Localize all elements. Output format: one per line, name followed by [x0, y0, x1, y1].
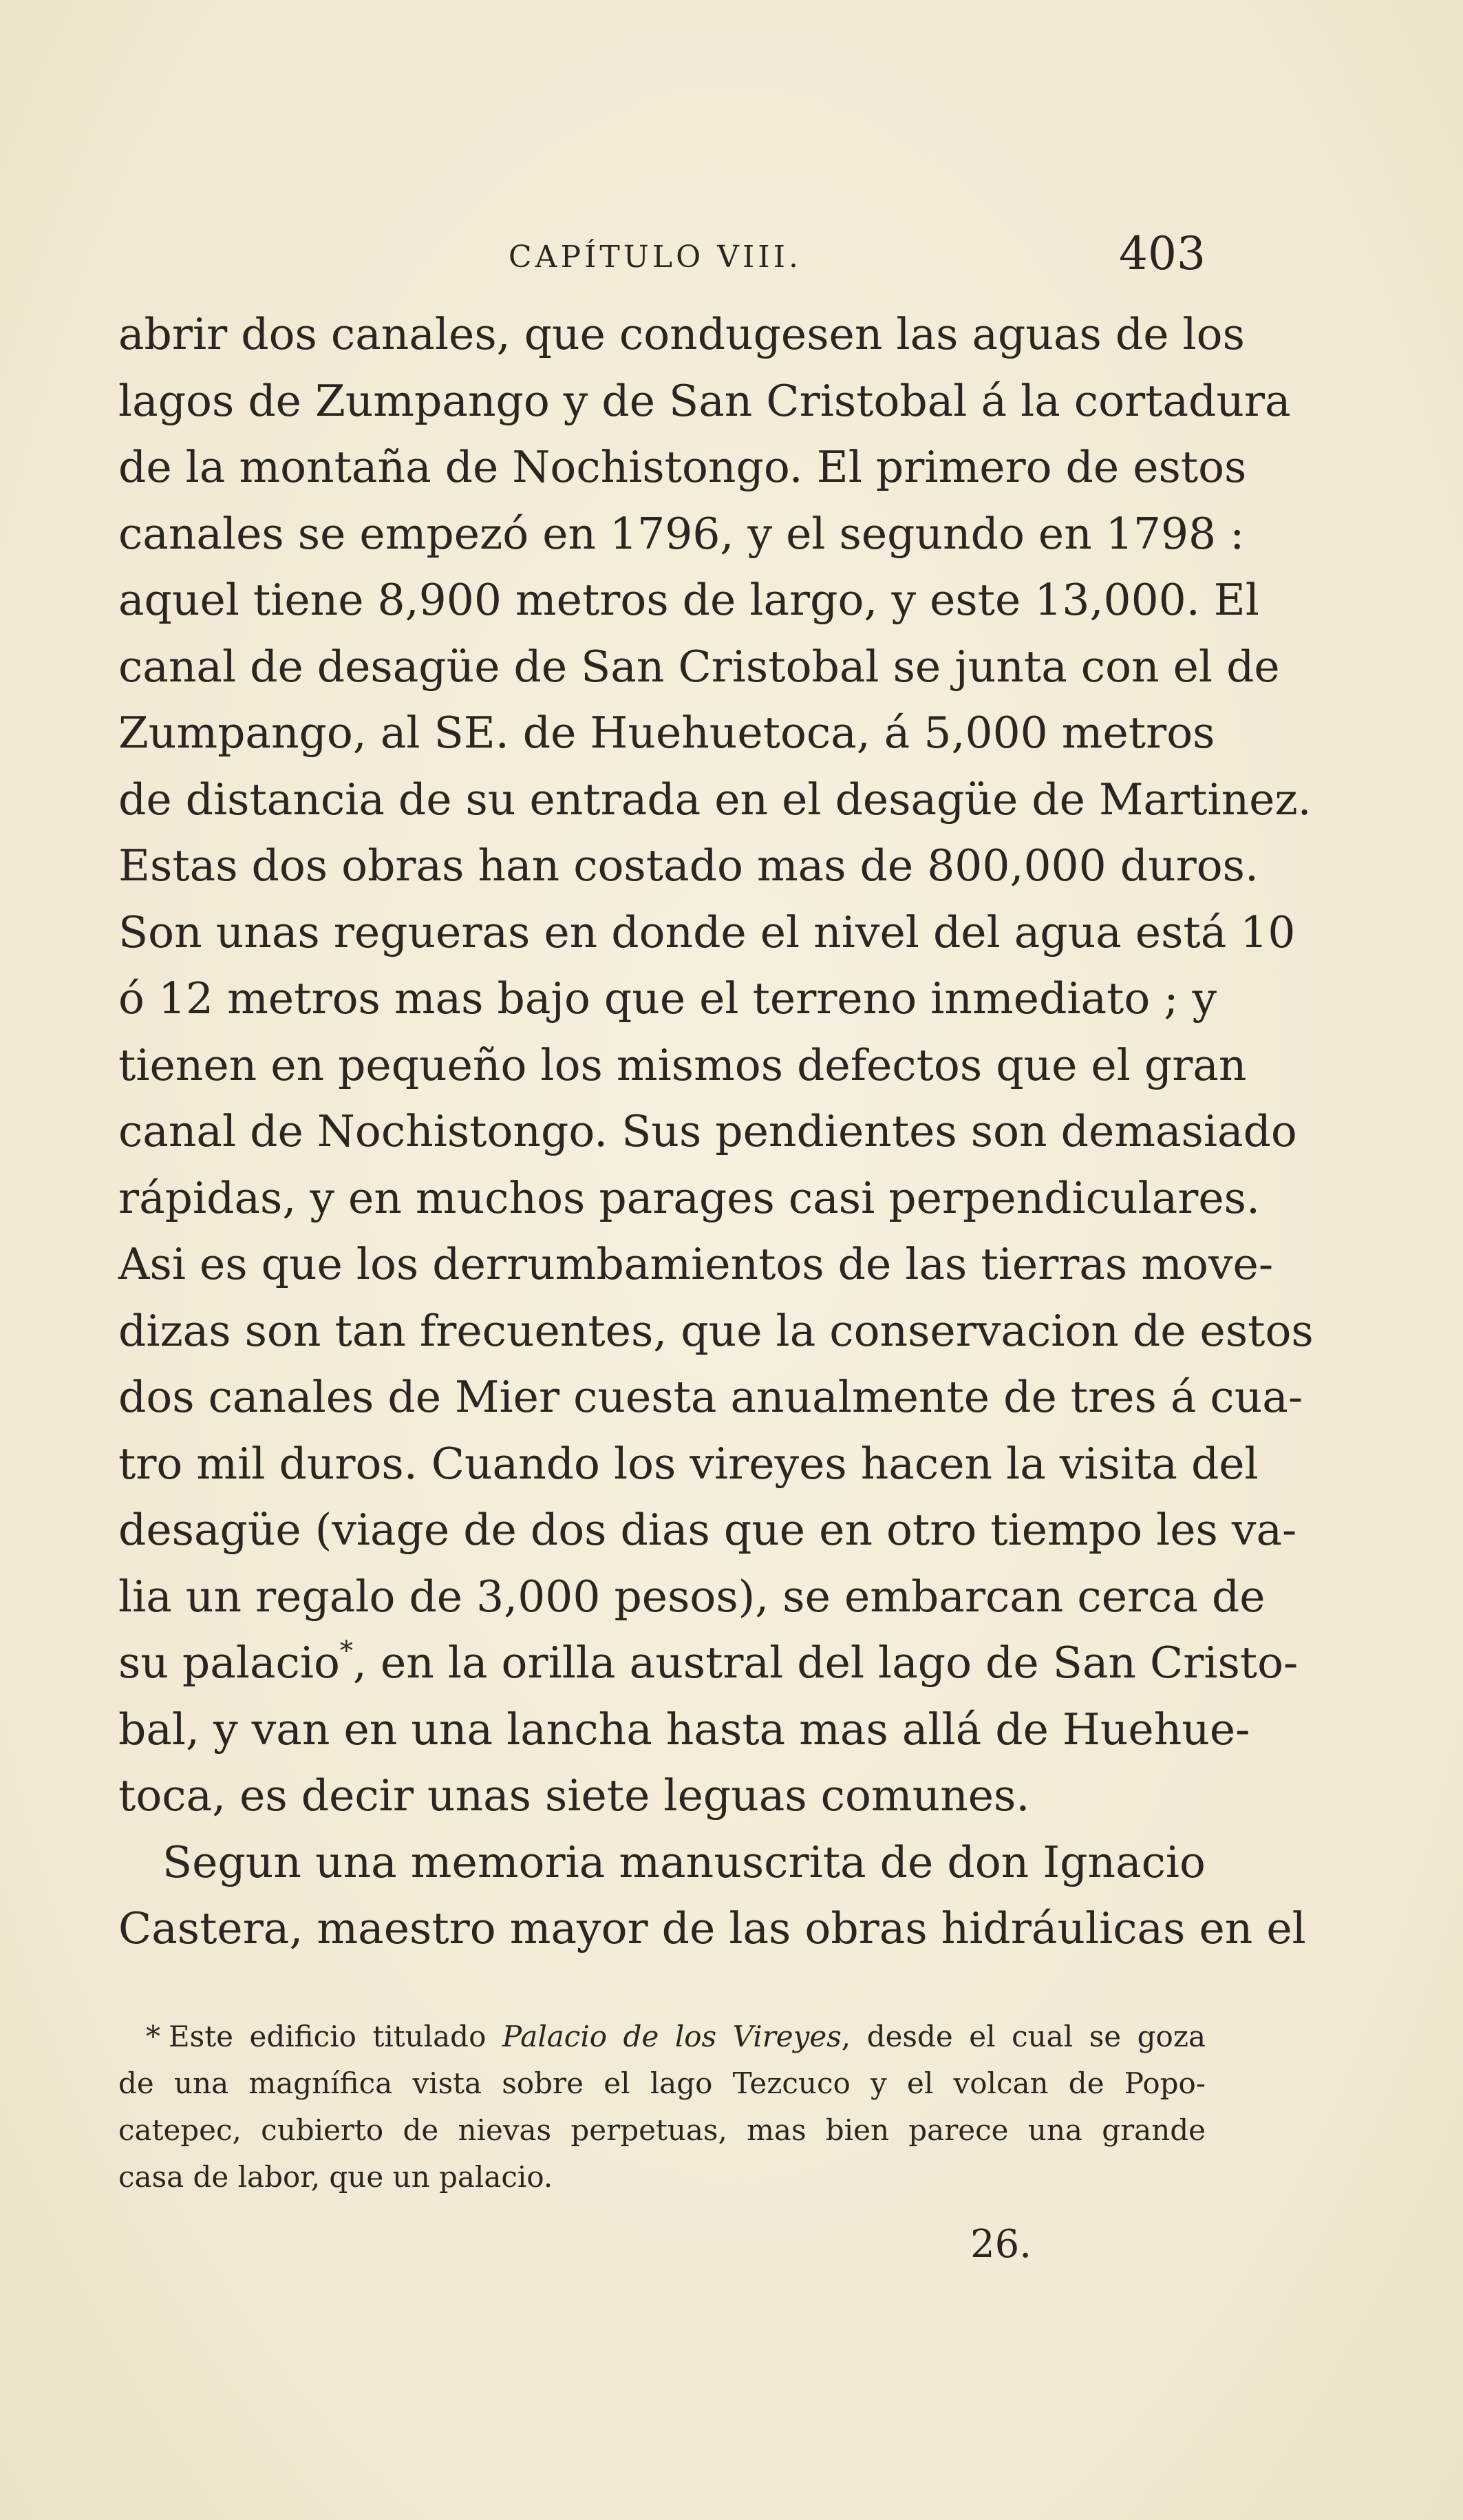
text-line: dos canales de Mier cuesta anualmente de tres á cua-: [118, 1372, 1303, 1422]
text-line: aquel tiene 8,900 metros de largo, y este 13,000. El: [118, 575, 1259, 625]
text-line: Estas dos obras han costado mas de 800,000 duros.: [118, 840, 1259, 891]
footnote-line: catepec, cubierto de nievas perpetuas, mas bien parece una grande: [118, 2113, 1206, 2147]
note-line-before: su palacio: [118, 1638, 340, 1688]
paragraph-end-line: toca, es decir unas siete leguas comunes.: [118, 1770, 1030, 1821]
text-line: Castera, maestro mayor de las obras hidráulicas en el: [118, 1903, 1306, 1953]
text-line: rápidas, y en muchos parages casi perpendiculares.: [118, 1172, 1260, 1223]
footnote-first-line: [118, 2013, 1206, 2060]
text-line: canales se empezó en 1796, y el segundo en 1798 :: [118, 508, 1245, 559]
footnote-line: de una magnífica vista sobre el lago Tezcuco y el volcan de Popo-: [118, 2066, 1206, 2100]
footnote-mark: *: [146, 2020, 160, 2053]
signature-mark: 26.: [970, 2222, 1032, 2267]
text-line: canal de desagüe de San Cristobal se junta con el de: [118, 641, 1280, 692]
text-line: Zumpango, al SE. de Huehuetoca, á 5,000 metros: [118, 708, 1215, 758]
text-line: Segun una memoria manuscrita de don Ignacio: [162, 1836, 1206, 1887]
footnote-reference-mark[interactable]: *: [339, 1635, 353, 1666]
text-line: Asi es que los derrumbamientos de las tierras move-: [118, 1239, 1274, 1289]
text-line: lia un regalo de 3,000 pesos), se embarcan cerca de: [118, 1571, 1266, 1622]
text-line: desagüe (viage de dos dias que en otro tiempo les va-: [118, 1505, 1297, 1555]
text-line-with-note: [118, 1630, 1299, 1697]
text-line: Son unas regueras en donde el nivel del agua está 10: [118, 907, 1296, 957]
text-line: tienen en pequeño los mismos defectos que el gran: [118, 1039, 1247, 1090]
footnote-title: Palacio de los Vireyes: [502, 2020, 842, 2053]
text-line: bal, y van en una lancha hasta mas allá de Huehue-: [118, 1704, 1250, 1755]
footnote-line: casa de labor, que un palacio.: [118, 2160, 553, 2194]
text-line: lagos de Zumpango y de San Cristobal á la cortadura: [118, 375, 1291, 426]
page-number: 403: [1119, 227, 1206, 280]
note-line-after: , en la orilla austral del lago de San Cristo-: [352, 1638, 1299, 1688]
text-line: abrir dos canales, que condugesen las aguas de los: [118, 309, 1245, 359]
body-text: [118, 301, 1314, 1962]
running-head: CAPÍTULO VIII.: [509, 240, 802, 275]
footnote: [118, 2013, 1206, 2201]
footnote-rest: , desde el cual se goza: [841, 2020, 1206, 2053]
text-line: tro mil duros. Cuando los vireyes hacen la visita del: [118, 1438, 1259, 1489]
footnote-intro: Este edificio titulado: [169, 2020, 502, 2053]
text-line: ó 12 metros mas bajo que el terreno inmediato ; y: [118, 973, 1217, 1024]
text-line: de la montaña de Nochistongo. El primero de estos: [118, 442, 1247, 492]
page-header: [118, 227, 1206, 289]
text-line: de distancia de su entrada en el desagüe de Martinez.: [118, 774, 1312, 825]
text-line: canal de Nochistongo. Sus pendientes son demasiado: [118, 1106, 1297, 1156]
text-line: dizas son tan frecuentes, que la conservacion de estos: [118, 1305, 1314, 1356]
